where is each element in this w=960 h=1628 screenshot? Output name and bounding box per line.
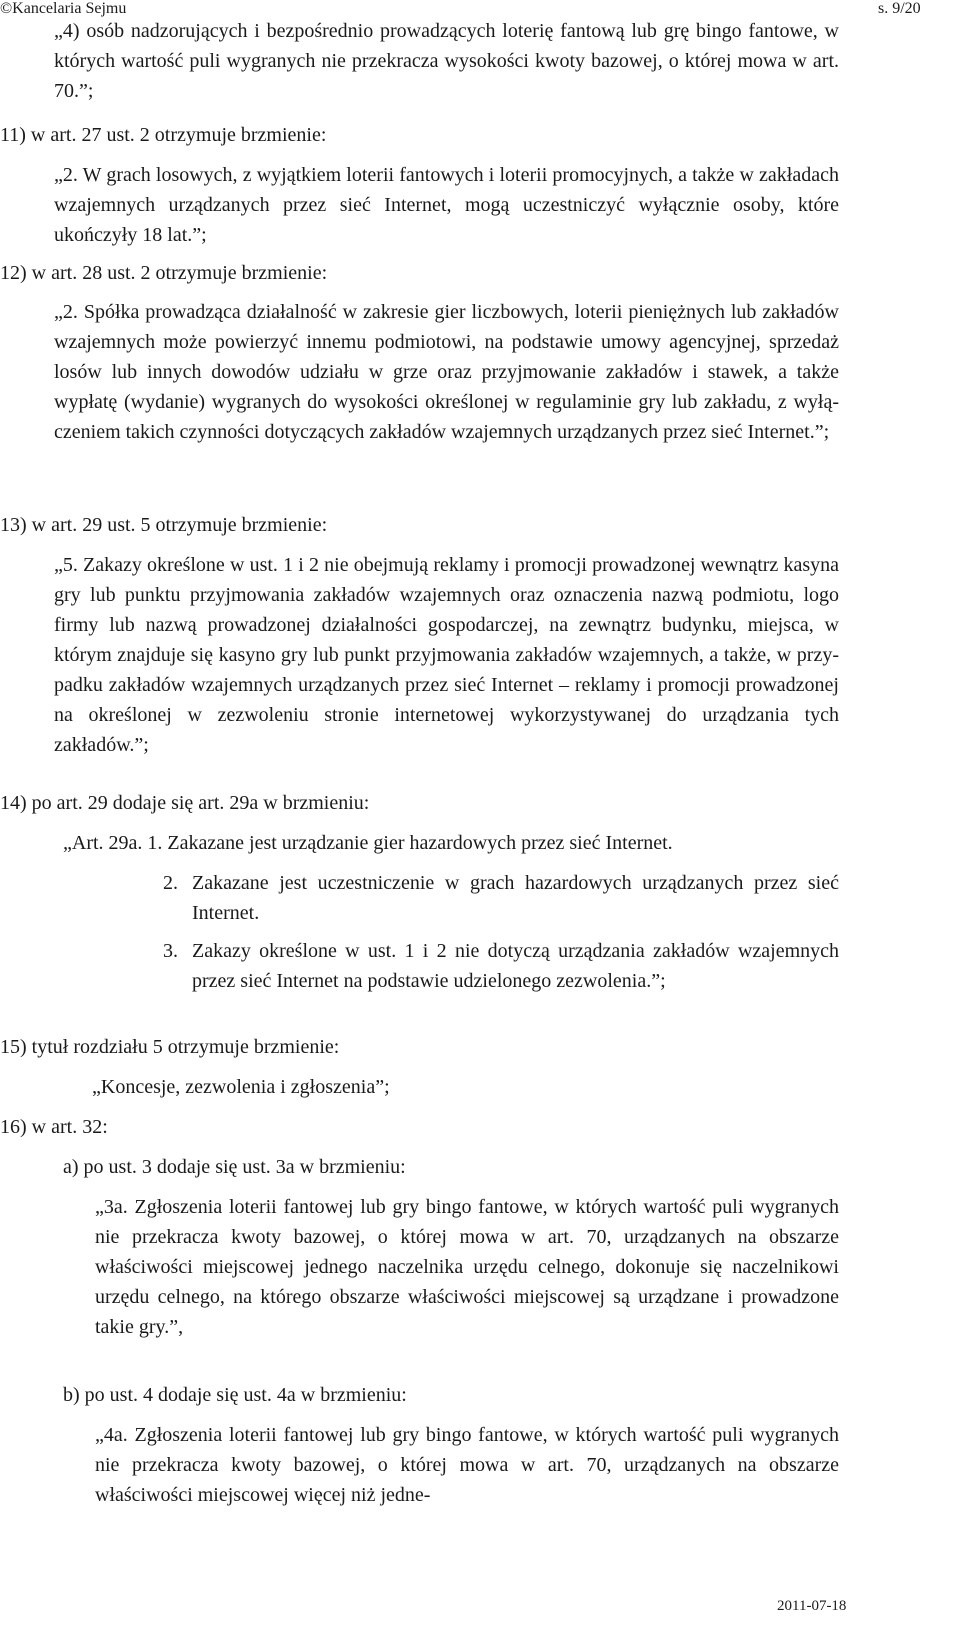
item-16-a: a) po ust. 3 dodaje się ust. 3a w brzmieniu: [63,1156,406,1178]
item-16: 16) w art. 32: [0,1116,108,1138]
art-29a-ust-2-number: 2. [163,872,178,894]
item-13: 13) w art. 29 ust. 5 otrzymuje brzmienie: [0,514,328,536]
item-4-text: „4) osób nadzorujących i bezpośrednio prowadzących loterię fantową lub grę bingo fantowe, w których wartość puli wygranych nie przekracza wysokości kwoty bazowej, o której mowa w art. 70.”; [54,20,839,102]
art-27-ust-2-text: „2. W grach losowych, z wyjątkiem loterii fantowych i loterii promocyjnych, a także w zakładach wzajemnych urządzanych przez sieć Internet, mogą uczestniczyć wyłącznie osoby, które ukończyły 18 lat.”; [54,164,839,246]
art-32-ust-4a-text: „4a. Zgłoszenia loterii fantowej lub gry bingo fantowe, w których wartość puli wygranych nie przekracza kwoty bazowej, o której mowa w art. 70, urządzanych na obszarze właściwości miejscowej więcej niż jedne- [95,1424,839,1506]
page-number: s. 9/20 [878,0,921,17]
item-11: 11) w art. 27 ust. 2 otrzymuje brzmienie: [0,124,327,146]
art-28-ust-2-text: „2. Spółka prowadząca działalność w zakresie gier liczbowych, loterii pieniężnych lub zakładów wzajemnych może powierzyć innemu podmiotowi, na podstawie umowy agencyjnej, sprzedaż losów lub innych dowodów udziału w grze oraz przyjmowanie zakładów i stawek, a także wypłatę (wydanie) wygranych do wysokości określonej w regulaminie gry lub zakładu, z wyłączeniem takich czynności dotyczących zakładów wzajemnych urządzanych przez sieć Internet.”; [54,301,839,443]
art-29a-ust-2-text: Zakazane jest uczestniczenie w grach hazardowych urządzanych przez sieć Internet. [192,872,839,924]
art-29a-ust-1: „Art. 29a. 1. Zakazane jest urządzanie gier hazardowych przez sieć Internet. [63,832,673,854]
header-source: ©Kancelaria Sejmu [0,0,127,17]
art-29a-ust-3-number: 3. [163,940,178,962]
document-date: 2011-07-18 [777,1598,847,1614]
item-12: 12) w art. 28 ust. 2 otrzymuje brzmienie: [0,262,328,284]
item-16-b: b) po ust. 4 dodaje się ust. 4a w brzmieniu: [63,1384,407,1406]
item-15: 15) tytuł rozdziału 5 otrzymuje brzmienie: [0,1036,340,1058]
art-32-ust-3a-text: „3a. Zgłoszenia loterii fantowej lub gry bingo fantowe, w których wartość puli wygranych nie przekracza kwoty bazowej, o której mowa w art. 70, urządzanych na obszarze właściwości miejscowej jednego naczelnika urzędu celnego, dokonuje się naczelnikowi urzędu celnego, na którego obszarze właściwości miejscowej są urządzane i prowadzone takie gry.”, [95,1196,839,1338]
art-29-ust-5-text: „5. Zakazy określone w ust. 1 i 2 nie obejmują reklamy i promocji prowadzonej wewnątrz kasyna gry lub punktu przyjmowania zakładów wzajemnych oraz oznaczenia nazwą podmiotu, logo firmy lub nazwą prowadzonej działalności gospodarczej, na zewnątrz budynku, miejsca, w którym znajduje się kasyno gry lub punkt przyjmowania zakładów wzajemnych, a także, w przypadku zakładów wzajemnych urządzanych przez sieć Internet – reklamy i promocji prowadzonej na określonej w zezwoleniu stronie internetowej wykorzystywanej do urządzania tych zakładów.”; [54,554,839,756]
chapter-5-title: „Koncesje, zezwolenia i zgłoszenia”; [92,1076,390,1098]
item-14: 14) po art. 29 dodaje się art. 29a w brzmieniu: [0,792,370,814]
art-29a-ust-3-text: Zakazy określone w ust. 1 i 2 nie dotyczą urządzania zakładów wzajemnych przez sieć Internet na podstawie udzielonego zezwolenia.”; [192,940,839,992]
